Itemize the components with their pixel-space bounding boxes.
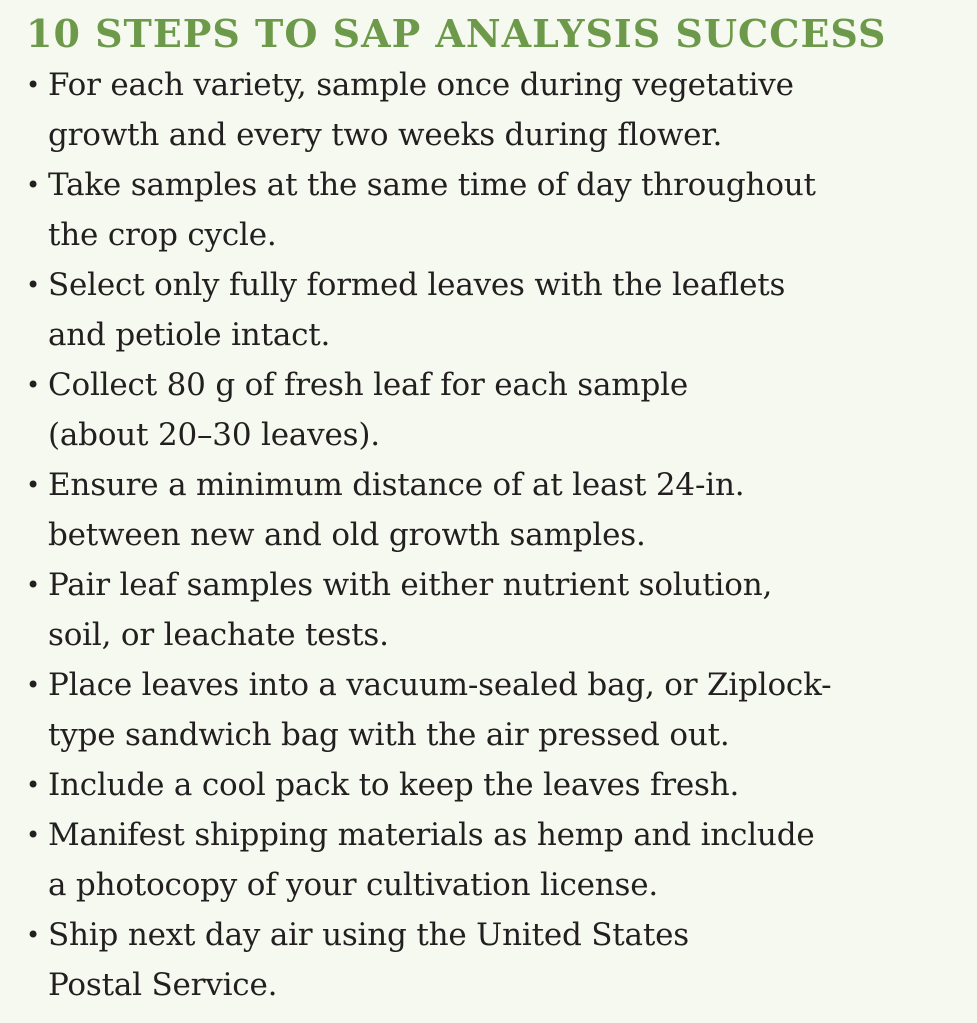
- bullet-icon: •: [26, 471, 40, 499]
- bullet-icon: •: [26, 671, 40, 699]
- step-text-line: Place leaves into a vacuum-sealed bag, or Ziplock-: [48, 667, 832, 703]
- step-text-line: a photocopy of your cultivation license.: [48, 867, 659, 903]
- step-text-line: Take samples at the same time of day throughout: [48, 167, 816, 203]
- step-text-line: between new and old growth samples.: [48, 517, 646, 553]
- step-item-9: [26, 810, 955, 910]
- bullet-icon: •: [26, 921, 40, 949]
- step-item-1: [26, 60, 955, 160]
- step-item-4: [26, 360, 955, 460]
- bullet-icon: •: [26, 821, 40, 849]
- step-text-line: type sandwich bag with the air pressed out.: [48, 717, 730, 753]
- step-text-line: growth and every two weeks during flower.: [48, 117, 723, 153]
- step-item-3: [26, 260, 955, 360]
- step-text-line: For each variety, sample once during vegetative: [48, 67, 794, 103]
- card-title: 10 STEPS TO SAP ANALYSIS SUCCESS: [26, 11, 887, 56]
- step-item-8: [26, 760, 955, 810]
- step-item-6: [26, 560, 955, 660]
- step-text-line: (about 20–30 leaves).: [48, 417, 380, 453]
- step-text-line: Collect 80 g of fresh leaf for each sample: [48, 367, 688, 403]
- step-text-line: Ship next day air using the United States: [48, 917, 689, 953]
- step-text-line: and petiole intact.: [48, 317, 331, 353]
- steps-list: [26, 60, 955, 1010]
- step-item-5: [26, 460, 955, 560]
- bullet-icon: •: [26, 271, 40, 299]
- step-item-7: [26, 660, 955, 760]
- bullet-icon: •: [26, 771, 40, 799]
- step-text-line: Pair leaf samples with either nutrient solution,: [48, 567, 773, 603]
- step-item-10: [26, 910, 955, 1010]
- step-text-line: the crop cycle.: [48, 217, 277, 253]
- bullet-icon: •: [26, 71, 40, 99]
- step-text-line: soil, or leachate tests.: [48, 617, 389, 653]
- step-text-line: Ensure a minimum distance of at least 24-in.: [48, 467, 745, 503]
- step-text-line: Select only fully formed leaves with the leaflets: [48, 267, 786, 303]
- step-text-line: Manifest shipping materials as hemp and include: [48, 817, 815, 853]
- step-item-2: [26, 160, 955, 260]
- bullet-icon: •: [26, 571, 40, 599]
- bullet-icon: •: [26, 171, 40, 199]
- bullet-icon: •: [26, 371, 40, 399]
- step-text-line: Postal Service.: [48, 967, 278, 1003]
- step-text-line: Include a cool pack to keep the leaves fresh.: [48, 767, 740, 803]
